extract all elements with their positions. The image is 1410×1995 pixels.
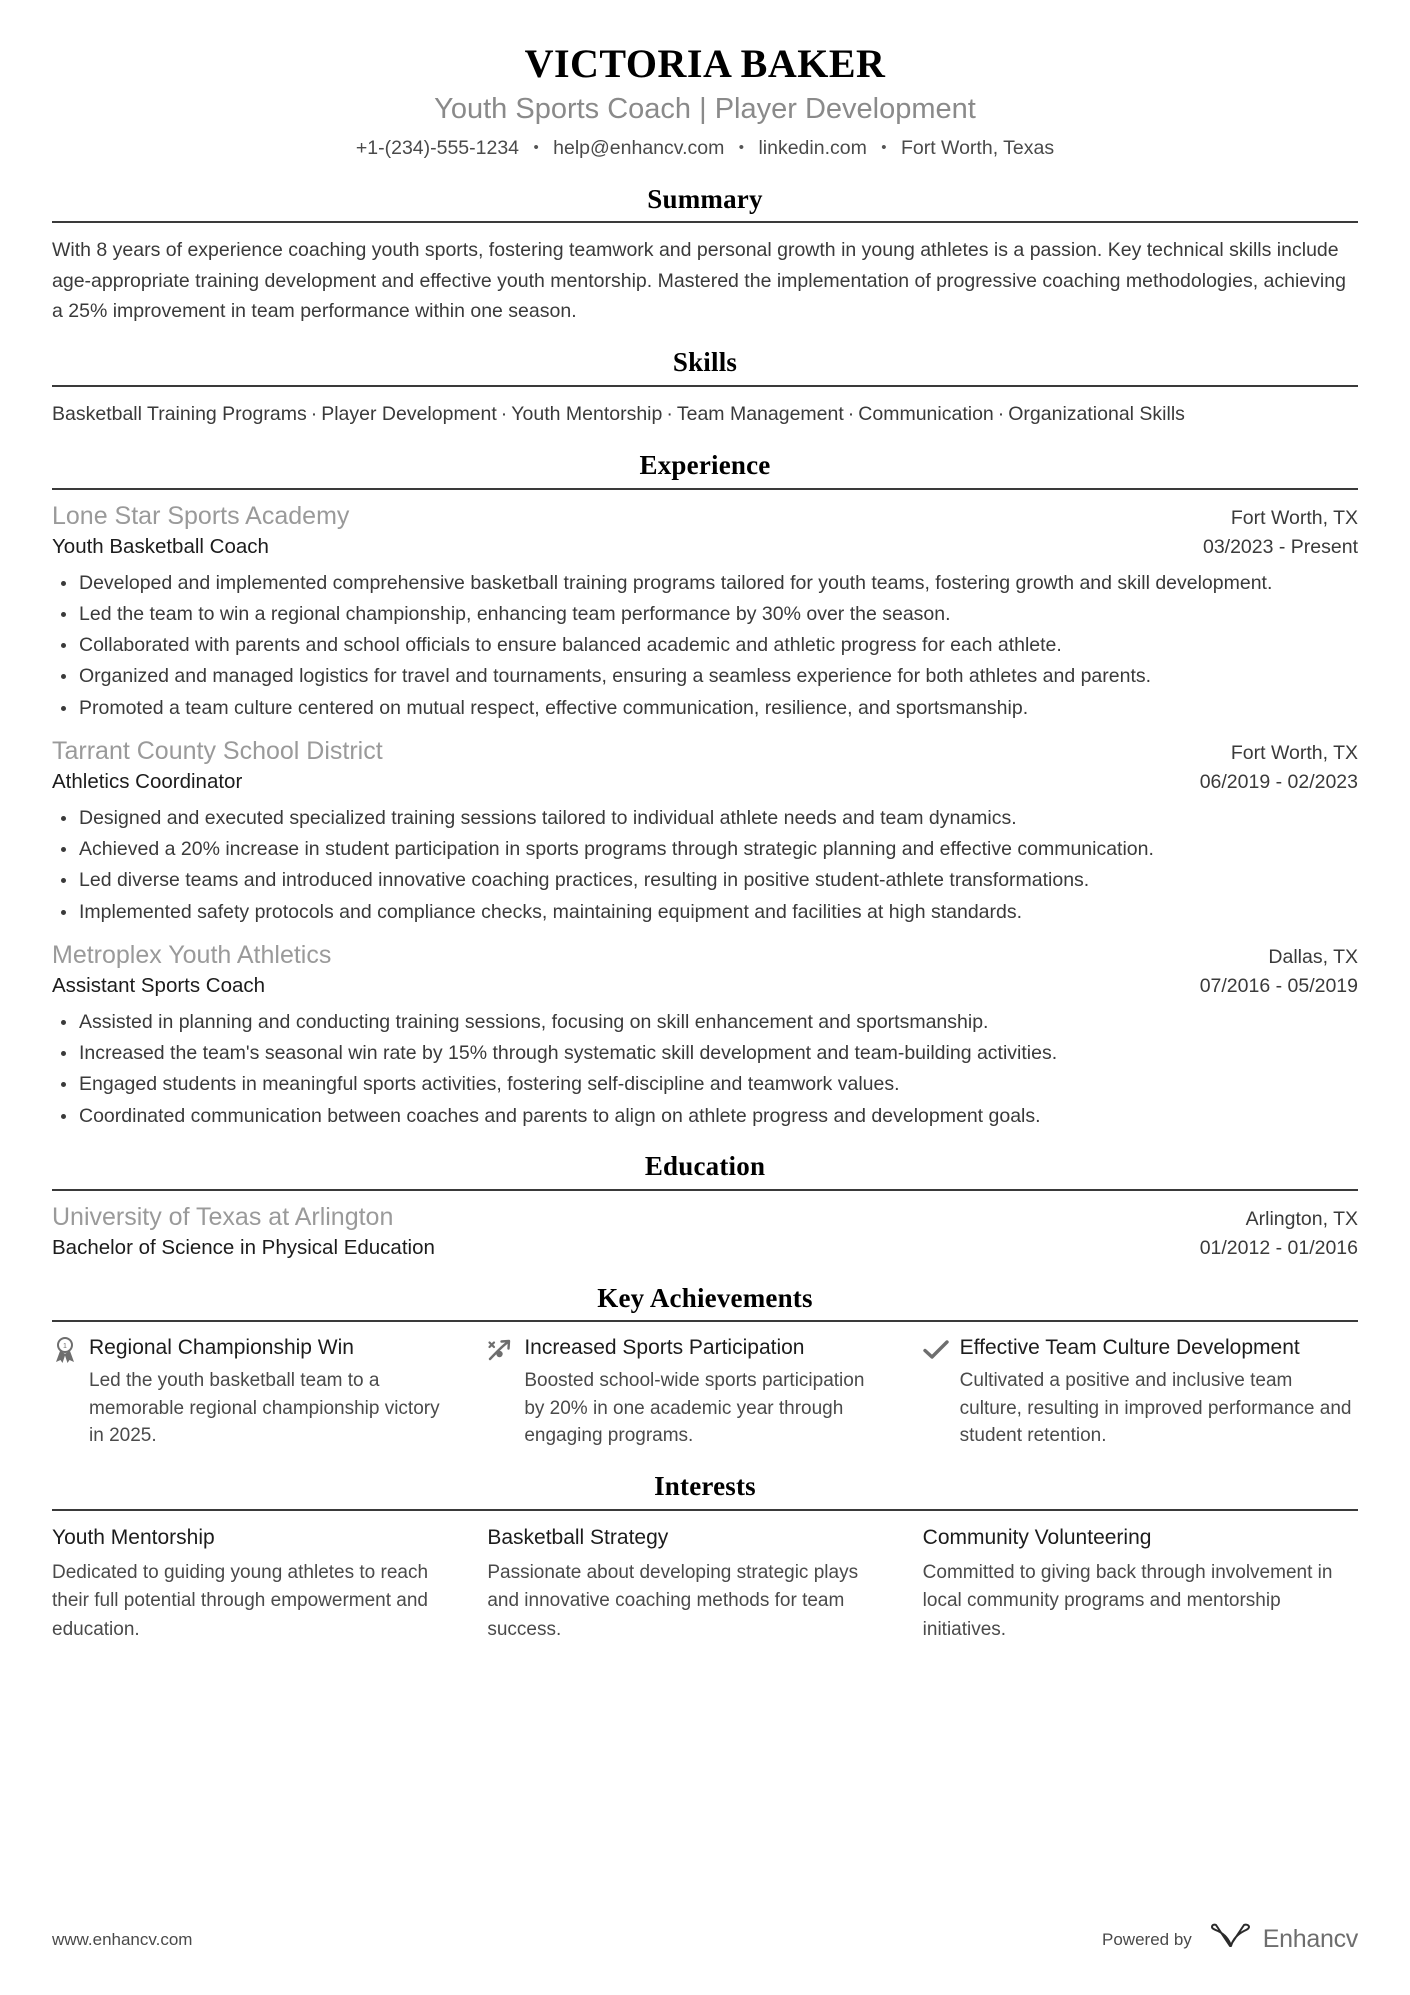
experience-bullet: Designed and executed specialized training sessions tailored to individual athlete needs and team dynamics. <box>52 804 1358 832</box>
contact-email[interactable]: help@enhancv.com <box>553 137 725 160</box>
experience-bullet: Led the team to win a regional championship, enhancing team performance by 30% over the season. <box>52 600 1358 628</box>
achievement-header <box>52 1335 451 1363</box>
education-entries <box>52 1202 1358 1262</box>
section-title-experience: Experience <box>639 450 771 481</box>
experience-company: Lone Star Sports Academy <box>52 501 350 530</box>
section-title-summary: Summary <box>647 183 763 214</box>
achievement-item <box>487 1335 922 1450</box>
achievement-description: Cultivated a positive and inclusive team culture, resulting in improved performance and student retention. <box>959 1370 1352 1447</box>
skill-item: Communication <box>858 402 994 425</box>
skill-separator-icon: · <box>666 402 673 425</box>
section-interests <box>52 1470 1358 1645</box>
skill-item: Organizational Skills <box>1008 402 1185 425</box>
interest-description: Passionate about developing strategic plays and innovative coaching methods for team success. <box>487 1561 859 1640</box>
education-entry-header <box>52 1202 1358 1233</box>
achievement-title: Regional Championship Win <box>89 1336 354 1360</box>
education-degree: Bachelor of Science in Physical Education <box>52 1235 435 1259</box>
experience-bullet-list <box>52 1008 1358 1130</box>
contact-phone: +1-(234)-555-1234 <box>355 137 520 160</box>
interest-item <box>52 1524 487 1645</box>
experience-dates: 07/2016 - 05/2019 <box>1199 975 1358 998</box>
section-divider <box>52 1320 1358 1322</box>
footer-branding <box>1102 1922 1358 1957</box>
experience-location: Dallas, TX <box>1268 945 1358 968</box>
section-divider <box>52 1509 1358 1511</box>
experience-bullet: Assisted in planning and conducting training sessions, focusing on skill enhancement and sportsmanship. <box>52 1008 1358 1036</box>
experience-bullet: Collaborated with parents and school officials to ensure balanced academic and athletic progress for each athlete. <box>52 631 1358 659</box>
experience-bullet-list <box>52 804 1358 926</box>
interest-description: Committed to giving back through involvement in local community programs and mentorship initiatives. <box>922 1561 1333 1640</box>
candidate-role: Youth Sports Coach | Player Development <box>434 93 976 126</box>
skill-item: Player Development <box>321 402 497 425</box>
skill-separator-icon: · <box>500 402 508 425</box>
skill-separator-icon: · <box>997 402 1005 425</box>
experience-job-title: Youth Basketball Coach <box>52 535 269 559</box>
section-divider <box>52 488 1358 490</box>
experience-location: Fort Worth, TX <box>1230 506 1358 529</box>
section-education <box>52 1150 1358 1262</box>
interest-description: Dedicated to guiding young athletes to reach their full potential through empowerment and education. <box>52 1561 429 1640</box>
award-ribbon-icon <box>52 1337 78 1363</box>
section-experience <box>52 449 1358 1130</box>
contact-linkedin[interactable]: linkedin.com <box>758 137 867 160</box>
resume-header <box>52 0 1358 163</box>
achievement-title: Increased Sports Participation <box>524 1336 805 1360</box>
interest-title: Basketball Strategy <box>487 1525 669 1549</box>
skills-list <box>52 400 1358 429</box>
checkmark-icon <box>923 1337 949 1363</box>
contact-separator-icon: • <box>533 139 539 157</box>
experience-entries <box>52 501 1358 1130</box>
experience-company: Metroplex Youth Athletics <box>52 940 332 969</box>
experience-entry-header <box>52 736 1358 767</box>
svg-text:1: 1 <box>63 1343 67 1351</box>
achievement-description: Led the youth basketball team to a memorable regional championship victory in 2025. <box>89 1370 440 1447</box>
skill-separator-icon: · <box>847 402 855 425</box>
section-title-interests: Interests <box>654 1470 756 1501</box>
summary-text: With 8 years of experience coaching youth sports, fostering teamwork and personal growth in young athletes is a passion. Key technical skills include age-appropriate training development and effective youth mentorship. Mastered the implementation of progressive coaching methodologies, achieving a 25% improvement in team performance within one season. <box>52 239 1346 322</box>
section-title-key-achievements: Key Achievements <box>597 1282 813 1313</box>
education-school: University of Texas at Arlington <box>52 1202 394 1231</box>
enhancv-mark-icon <box>1208 1922 1254 1957</box>
play-strategy-arrow-icon <box>487 1337 513 1363</box>
experience-company: Tarrant County School District <box>52 737 383 765</box>
education-location: Arlington, TX <box>1245 1207 1358 1230</box>
section-skills <box>52 346 1358 429</box>
skill-item: Basketball Training Programs <box>52 402 307 425</box>
experience-entry-subheader <box>52 973 1358 1000</box>
experience-location: Fort Worth, TX <box>1230 742 1358 764</box>
experience-entry <box>52 940 1358 1130</box>
experience-bullet: Led diverse teams and introduced innovative coaching practices, resulting in positive student-athlete transformations. <box>52 866 1358 894</box>
experience-bullet: Engaged students in meaningful sports activities, fostering self-discipline and teamwork values. <box>52 1070 1358 1098</box>
section-title-education: Education <box>644 1150 766 1181</box>
education-dates: 01/2012 - 01/2016 <box>1199 1236 1358 1259</box>
experience-bullet: Coordinated communication between coaches and parents to align on athlete progress and development goals. <box>52 1102 1358 1130</box>
experience-bullet: Organized and managed logistics for travel and tournaments, ensuring a seamless experience for both athletes and parents. <box>52 662 1358 690</box>
experience-dates: 03/2023 - Present <box>1202 536 1358 559</box>
resume-footer <box>52 1922 1358 1957</box>
experience-bullet: Developed and implemented comprehensive basketball training programs tailored for youth teams, fostering growth and skill development. <box>52 569 1358 597</box>
education-entry <box>52 1202 1358 1262</box>
achievement-header <box>923 1335 1358 1363</box>
section-divider <box>52 221 1358 223</box>
achievement-item <box>52 1335 487 1450</box>
powered-by-label: Powered by <box>1102 1929 1192 1949</box>
skill-item: Youth Mentorship <box>511 402 663 425</box>
contact-location: Fort Worth, Texas <box>900 137 1055 160</box>
contact-separator-icon: • <box>738 139 745 157</box>
education-entry-subheader <box>52 1235 1358 1262</box>
footer-url[interactable]: www.enhancv.com <box>52 1929 193 1949</box>
experience-entry <box>52 501 1358 722</box>
interest-item <box>487 1524 922 1645</box>
experience-bullet-list <box>52 569 1358 722</box>
section-divider <box>52 1189 1358 1191</box>
experience-job-title: Assistant Sports Coach <box>52 974 266 998</box>
enhancv-wordmark: Enhancv <box>1262 1925 1358 1953</box>
interest-item <box>923 1524 1358 1645</box>
achievement-description: Boosted school-wide sports participation by 20% in one academic year through engaging programs. <box>524 1370 865 1447</box>
section-divider <box>52 385 1358 387</box>
interest-title: Youth Mentorship <box>52 1525 215 1549</box>
experience-entry-subheader <box>52 769 1358 796</box>
section-summary <box>52 183 1358 326</box>
experience-bullet: Promoted a team culture centered on mutual respect, effective communication, resilience, and sportsmanship. <box>52 694 1358 722</box>
candidate-name: VICTORIA BAKER <box>524 41 886 86</box>
experience-bullet: Achieved a 20% increase in student participation in sports programs through strategic planning and effective communication. <box>52 835 1358 863</box>
achievements-grid <box>52 1335 1358 1450</box>
section-title-skills: Skills <box>672 347 738 378</box>
experience-dates: 06/2019 - 02/2023 <box>1199 771 1358 794</box>
skill-separator-icon: · <box>310 402 318 425</box>
experience-entry-header <box>52 940 1358 971</box>
experience-bullet: Increased the team's seasonal win rate by 15% through systematic skill development and team-building activities. <box>52 1039 1358 1067</box>
experience-entry <box>52 736 1358 926</box>
achievement-title: Effective Team Culture Development <box>959 1336 1300 1360</box>
interest-title: Community Volunteering <box>922 1525 1152 1549</box>
achievement-item <box>923 1335 1358 1450</box>
experience-job-title: Athletics Coordinator <box>52 770 243 794</box>
achievement-header <box>487 1335 886 1363</box>
contact-line <box>52 135 1358 162</box>
contact-separator-icon: • <box>881 139 887 157</box>
enhancv-logo <box>1208 1922 1358 1957</box>
experience-entry-subheader <box>52 534 1358 561</box>
experience-bullet: Implemented safety protocols and compliance checks, maintaining equipment and facilities at high standards. <box>52 898 1358 926</box>
section-key-achievements <box>52 1282 1358 1450</box>
skill-item: Team Management <box>676 402 844 425</box>
experience-entry-header <box>52 501 1358 532</box>
interests-grid <box>52 1524 1358 1645</box>
